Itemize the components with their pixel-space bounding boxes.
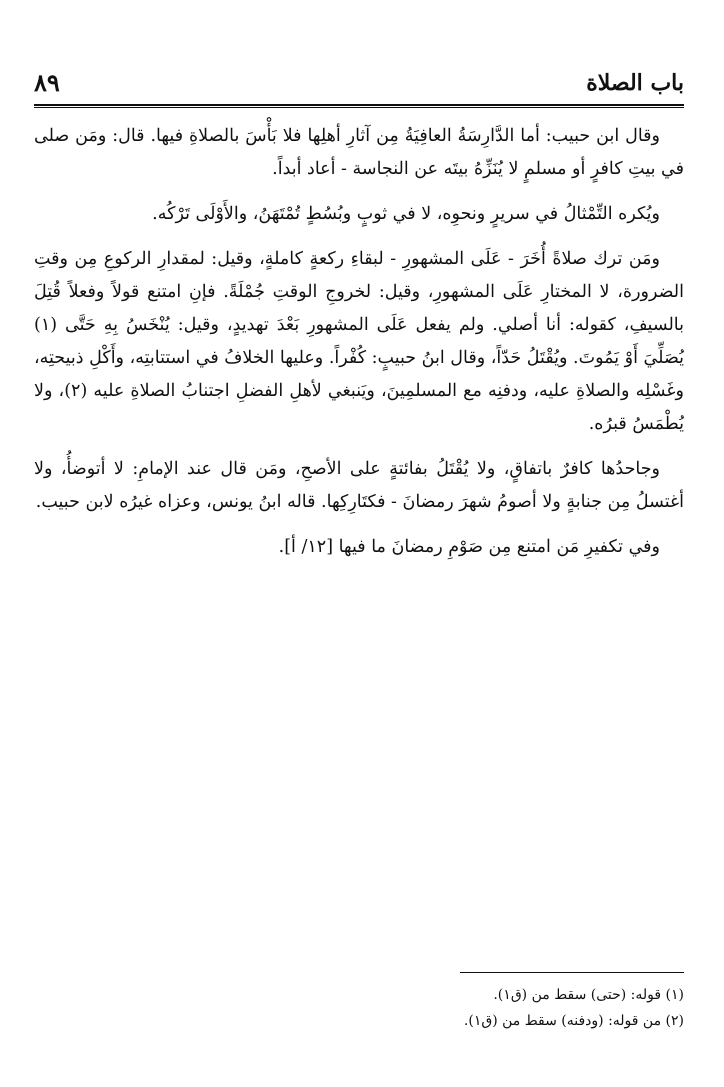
chapter-title: باب الصلاة bbox=[586, 70, 684, 96]
paragraph: وفي تكفيرِ مَن امتنع مِن صَوْمِ رمضانَ ما فيها [١٢/ أ]. bbox=[278, 537, 660, 557]
header-rule bbox=[34, 104, 684, 108]
paragraph: وقال ابن حبيب: أما الدَّارِسَةُ العافِيَةُ مِن آثارِ أهلِها فلا بَأْسَ بالصلاةِ فيها. قال: ومَن صلى في بيتِ كافرٍ أو مسلمٍ لا يُنَزِّهُ بيتَه عن النجاسة - أعاد أبداً. bbox=[34, 126, 684, 179]
footnote: (١) قوله: (حتى) سقط من (ق١). bbox=[493, 987, 684, 1003]
body-text bbox=[34, 120, 684, 576]
paragraph: ويُكره التِّمْثالُ في سريرٍ ونحوِه، لا في ثوبٍ وبُسُطٍ تُمْتَهَنُ، والأَوْلَى تَرْكُه. bbox=[152, 204, 660, 224]
footnote: (٢) من قوله: (ودفنه) سقط من (ق١). bbox=[463, 1013, 684, 1029]
footnotes bbox=[44, 982, 684, 1034]
paragraph: وجاحدُها كافرٌ باتفاقٍ، ولا يُقْتَلُ بفائتةٍ على الأصحِ، ومَن قال عند الإمامِ: لا أتوضأُ، ولا أغتسلُ مِن جنابةٍ ولا أصومُ شهرَ رمضانَ - فكتَارِكِها. قاله ابنُ يونس، وعزاه غيرُه لابن حبيب. bbox=[34, 459, 684, 512]
page-number: ٨٩ bbox=[34, 68, 60, 97]
paragraph: ومَن ترك صلاةً أُخَرَ - عَلَى المشهورِ - لبقاءِ ركعةٍ كاملةٍ، وقيل: لمقدارِ الركوعِ مِن وقتِ الضرورة، لا المختارِ عَلَى المشهورِ، وقيل: لخروجِ الوقتِ جُمْلَةً. فإنِ امتنع قولاً وفعلاً قُتِلَ بالسيفِ، كقوله: أنا أصلي. ولم يفعل عَلَى المشهورِ بَعْدَ تهديدٍ، وقيل: يُنْخَسُ بِهِ حَتَّى (١) يُصَلِّيَ أَوْ يَمُوتَ. ويُقْتَلُ حَدّاً، وقال ابنُ حبيبٍ: كُفْراً. وعليها الخلافُ في استتابتِه، وأَكْلِ ذبيحتِه، وغَسْلِه والصلاةِ عليه، ودفنِه مع المسلمِينَ، ويَنبغي لأهلِ الفضلِ اجتنابُ الصلاةِ عليه (٢)، ولا يُطْمَسُ قبرُه. bbox=[34, 249, 684, 434]
page-header bbox=[0, 60, 724, 110]
footnote-rule bbox=[460, 972, 684, 973]
